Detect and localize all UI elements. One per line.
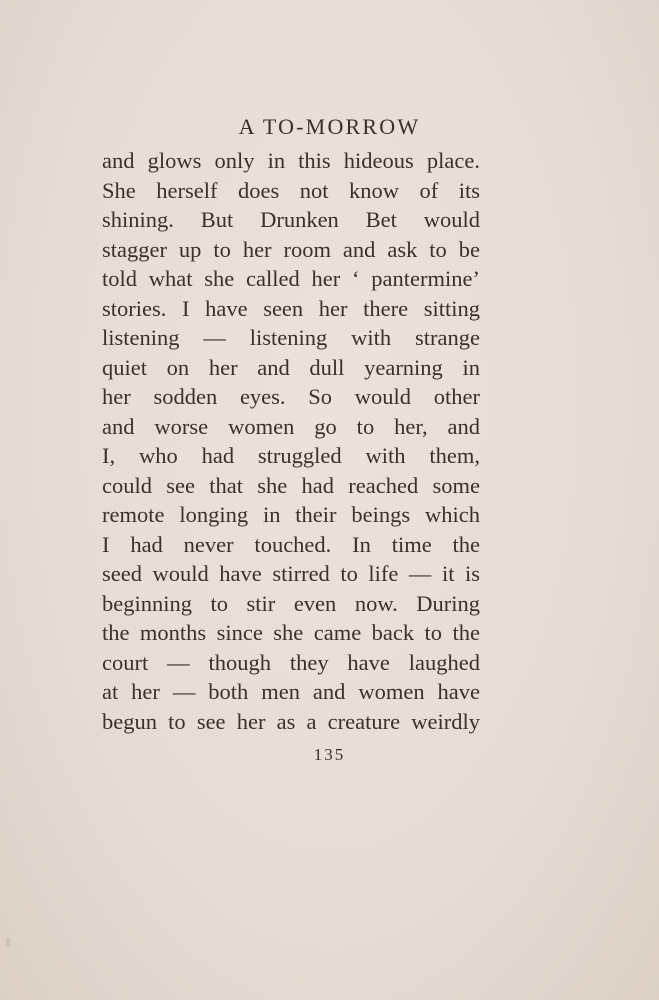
text-line: told what she called her ‘ pantermine’ bbox=[102, 266, 480, 291]
text-line: the months since she came back to the bbox=[102, 620, 480, 645]
text-line: seed would have stirred to life — it is bbox=[102, 561, 480, 586]
text-line: quiet on her and dull yearning in bbox=[102, 354, 480, 380]
page-number: 135 bbox=[313, 745, 346, 764]
text-line: and worse women go to her, and bbox=[102, 413, 480, 439]
text-line: She herself does not know of its bbox=[102, 177, 480, 203]
text-line: remote longing in their beings which bbox=[102, 502, 480, 527]
text-line: begun to see her as a creature weirdly bbox=[102, 708, 480, 734]
text-line: her sodden eyes. So would other bbox=[102, 384, 480, 409]
text-line: stories. I have seen her there sitting bbox=[102, 295, 480, 321]
text-line: I had never touched. In time the bbox=[102, 531, 480, 557]
text-line: and glows only in this hideous place. bbox=[102, 148, 480, 173]
text-line: could see that she had reached some bbox=[102, 472, 480, 498]
body-text bbox=[102, 146, 480, 736]
text-line: at her — both men and women have bbox=[102, 679, 480, 704]
text-line: court — though they have laughed bbox=[102, 649, 480, 675]
text-line: shining. But Drunken Bet would bbox=[102, 207, 480, 232]
paper-edge-mark bbox=[6, 938, 10, 947]
text-line: beginning to stir even now. During bbox=[102, 590, 480, 616]
running-head: A TO-MORROW bbox=[238, 114, 421, 139]
text-line: stagger up to her room and ask to be bbox=[102, 236, 480, 262]
text-line: I, who had struggled with them, bbox=[102, 443, 480, 468]
text-line: listening — listening with strange bbox=[102, 325, 480, 350]
